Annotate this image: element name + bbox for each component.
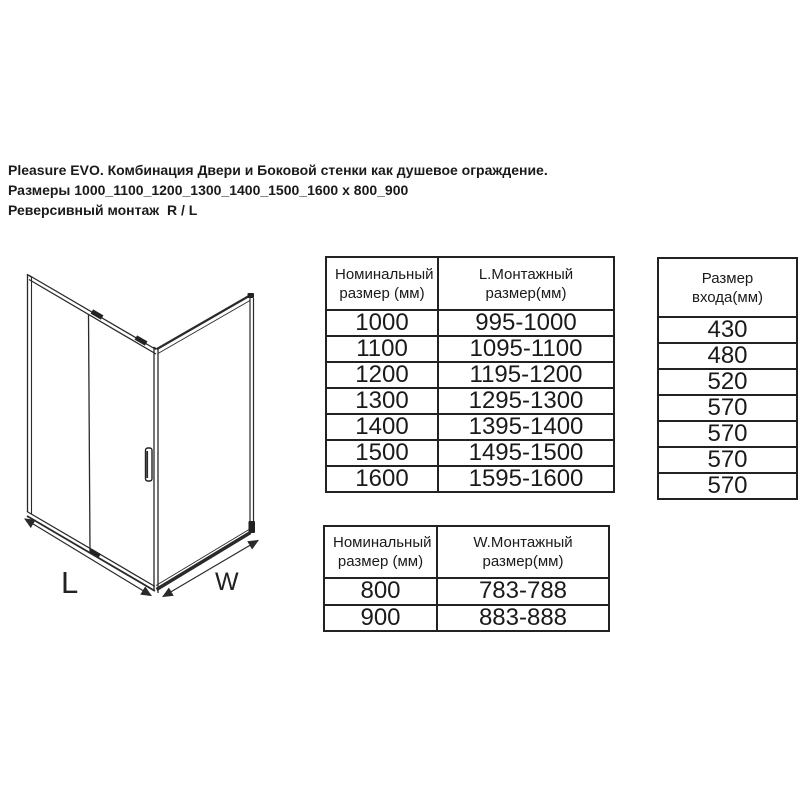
column-header-nominal-size: Номинальный размер (мм)	[324, 526, 437, 578]
table-row	[658, 369, 797, 395]
column-header-l-mounting-size: L.Монтажный размер(мм)	[438, 257, 614, 310]
table-row	[326, 362, 614, 388]
length-size-table	[325, 256, 615, 493]
table-cell: 1200	[326, 362, 438, 388]
front-bottom-rail	[27, 512, 155, 592]
table-cell: 570	[658, 395, 797, 421]
side-top-rail	[157, 296, 249, 349]
table-cell: 783-788	[437, 578, 609, 605]
page-title	[8, 160, 548, 220]
table-cell: 1095-1100	[438, 336, 614, 362]
table-cell: 430	[658, 317, 797, 343]
table-cell: 883-888	[437, 605, 609, 632]
table-cell: 570	[658, 421, 797, 447]
table-cell: 1500	[326, 440, 438, 466]
table-cell: 520	[658, 369, 797, 395]
length-dimension-label: L	[61, 565, 79, 600]
page-title-line-3: Реверсивный монтаж R / L	[8, 202, 198, 218]
width-table-body	[324, 578, 609, 631]
table-cell: 800	[324, 578, 437, 605]
table-cell: 1000	[326, 310, 438, 336]
front-right-post	[154, 347, 159, 593]
table-row	[324, 605, 609, 632]
width-dimension-arrow	[163, 541, 258, 597]
table-cell: 1100	[326, 336, 438, 362]
table-cell: 995-1000	[438, 310, 614, 336]
door-roller	[91, 309, 104, 319]
table-cell: 1600	[326, 466, 438, 492]
table-cell: 1395-1400	[438, 414, 614, 440]
entrance-table-body	[658, 317, 797, 499]
table-row	[326, 388, 614, 414]
table-cell: 480	[658, 343, 797, 369]
shower-enclosure-diagram	[0, 250, 290, 630]
door-handle	[146, 448, 153, 481]
column-header-nominal-size: Номинальный размер (мм)	[326, 257, 438, 310]
page-title-line-1: Pleasure EVO. Комбинация Двери и Боковой стенки как душевое ограждение.	[8, 162, 548, 178]
table-cell: 1300	[326, 388, 438, 414]
table-cell: 570	[658, 473, 797, 499]
table-row	[658, 317, 797, 343]
column-header-w-mounting-size: W.Монтажный размер(мм)	[437, 526, 609, 578]
length-table-body	[326, 310, 614, 492]
table-row	[326, 414, 614, 440]
table-header-row	[324, 526, 609, 578]
page-title-line-2: Размеры 1000_1100_1200_1300_1400_1500_1600 x 800_900	[8, 182, 409, 198]
side-top-cap	[248, 293, 255, 298]
side-panel	[156, 293, 255, 590]
table-cell: 1195-1200	[438, 362, 614, 388]
table-row	[324, 578, 609, 605]
front-top-rail	[29, 275, 157, 354]
front-left-post	[27, 274, 32, 514]
table-row	[658, 473, 797, 499]
table-row	[326, 466, 614, 492]
table-cell: 1295-1300	[438, 388, 614, 414]
table-header-row	[658, 258, 797, 317]
table-row	[326, 310, 614, 336]
width-dimension-label: W	[215, 568, 239, 596]
table-cell: 900	[324, 605, 437, 632]
table-row	[658, 343, 797, 369]
table-row	[326, 336, 614, 362]
table-row	[658, 421, 797, 447]
width-size-table	[323, 525, 610, 632]
table-row	[326, 440, 614, 466]
door-roller	[135, 335, 148, 345]
table-cell: 1595-1600	[438, 466, 614, 492]
table-row	[658, 395, 797, 421]
table-cell: 570	[658, 447, 797, 473]
table-cell: 1400	[326, 414, 438, 440]
table-cell: 1495-1500	[438, 440, 614, 466]
length-dimension-arrow	[25, 519, 151, 596]
door-divider	[89, 315, 91, 553]
table-row	[658, 447, 797, 473]
column-header-entrance-size: Размер входа(мм)	[658, 258, 797, 317]
table-header-row	[326, 257, 614, 310]
entrance-size-table	[657, 257, 798, 500]
